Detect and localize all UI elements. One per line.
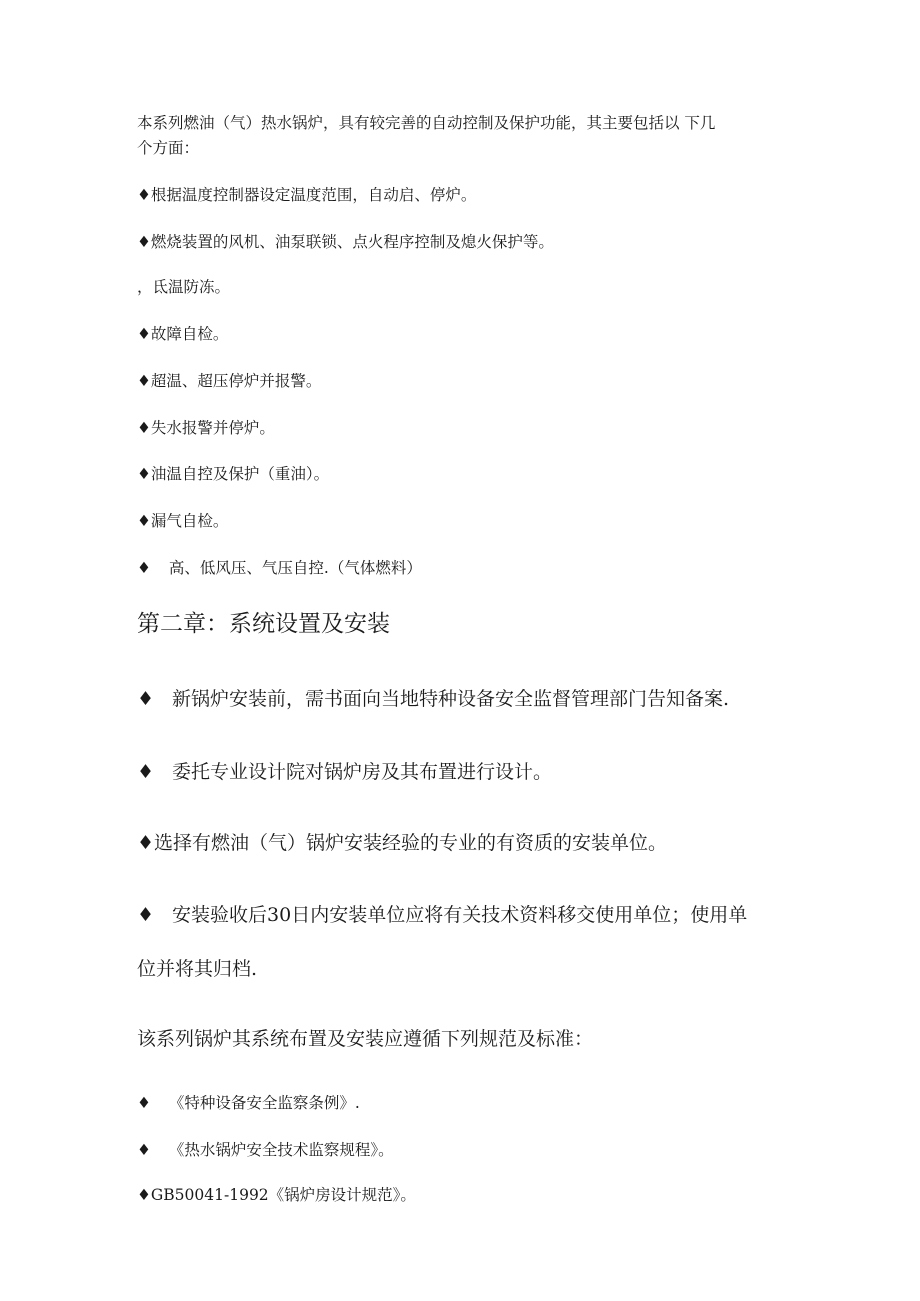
install-item-text: 委托专业设计院对锅炉房及其布置进行设计。	[172, 761, 553, 783]
standards-intro: 该系列锅炉其系统布置及安装应遵循下列规范及标准：	[137, 1028, 594, 1050]
diamond-bullet-icon: ♦	[137, 1141, 151, 1159]
function-item	[137, 233, 554, 252]
diamond-bullet-icon: ♦	[137, 688, 155, 710]
install-item	[137, 832, 667, 855]
diamond-bullet-icon: ♦	[137, 1094, 151, 1112]
install-item-text: 安装验收后30日内安装单位应将有关技术资料移交使用单位；使用单	[172, 904, 748, 926]
function-item	[137, 559, 422, 578]
install-item-text: 新锅炉安装前，需书面向当地特种设备安全监督管理部门告知备案.	[172, 688, 730, 710]
function-fragment: ，氐温防冻。	[137, 278, 231, 296]
diamond-bullet-icon: ♦	[137, 512, 151, 530]
diamond-bullet-icon: ♦	[137, 559, 151, 577]
function-item	[137, 325, 228, 344]
diamond-bullet-icon: ♦	[137, 186, 151, 204]
function-item	[137, 186, 476, 205]
diamond-bullet-icon: ♦	[137, 904, 155, 926]
install-item	[137, 688, 729, 711]
function-item-text: 高、低风压、气压自控.（气体燃料）	[168, 559, 422, 577]
standard-item	[137, 1141, 394, 1160]
intro-line-2: 个方面：	[137, 139, 200, 157]
function-item	[137, 465, 329, 484]
diamond-bullet-icon: ♦	[137, 233, 151, 251]
install-item	[137, 761, 552, 784]
function-item-text: 超温、超压停炉并报警。	[150, 372, 322, 390]
diamond-bullet-icon: ♦	[137, 1186, 151, 1204]
standard-item	[137, 1186, 416, 1205]
function-item-text: 漏气自检。	[150, 512, 229, 530]
function-item-text: 油温自控及保护（重油）。	[150, 465, 330, 483]
diamond-bullet-icon: ♦	[137, 465, 151, 483]
install-item-continuation: 位并将其归档.	[137, 958, 258, 980]
diamond-bullet-icon: ♦	[137, 761, 155, 783]
function-item	[137, 419, 275, 438]
function-item	[137, 512, 228, 531]
diamond-bullet-icon: ♦	[137, 832, 155, 854]
diamond-bullet-icon: ♦	[137, 372, 151, 390]
chapter-title: 第二章：系统设置及安装	[137, 611, 390, 637]
intro-line-1: 本系列燃油（气）热水锅炉，具有较完善的自动控制及保护功能，其主要包括以 下几	[137, 114, 716, 132]
standard-item-text: GB50041-1992《锅炉房设计规范》。	[150, 1186, 416, 1204]
install-item	[137, 904, 747, 927]
function-item-text: 失水报警并停炉。	[150, 419, 275, 437]
function-item-text: 燃烧装置的风机、油泵联锁、点火程序控制及熄火保护等。	[150, 233, 554, 251]
standard-item	[137, 1094, 360, 1113]
function-item	[137, 372, 321, 391]
standard-item-text: 《热水锅炉安全技术监察规程》。	[168, 1141, 394, 1159]
standard-item-text: 《特种设备安全监察条例》.	[168, 1094, 360, 1112]
function-item-text: 故障自检。	[150, 325, 229, 343]
install-item-text: 选择有燃油（气）锅炉安装经验的专业的有资质的安装单位。	[154, 832, 668, 854]
diamond-bullet-icon: ♦	[137, 325, 151, 343]
diamond-bullet-icon: ♦	[137, 419, 151, 437]
function-item-text: 根据温度控制器设定温度范围，自动启、停炉。	[150, 186, 477, 204]
